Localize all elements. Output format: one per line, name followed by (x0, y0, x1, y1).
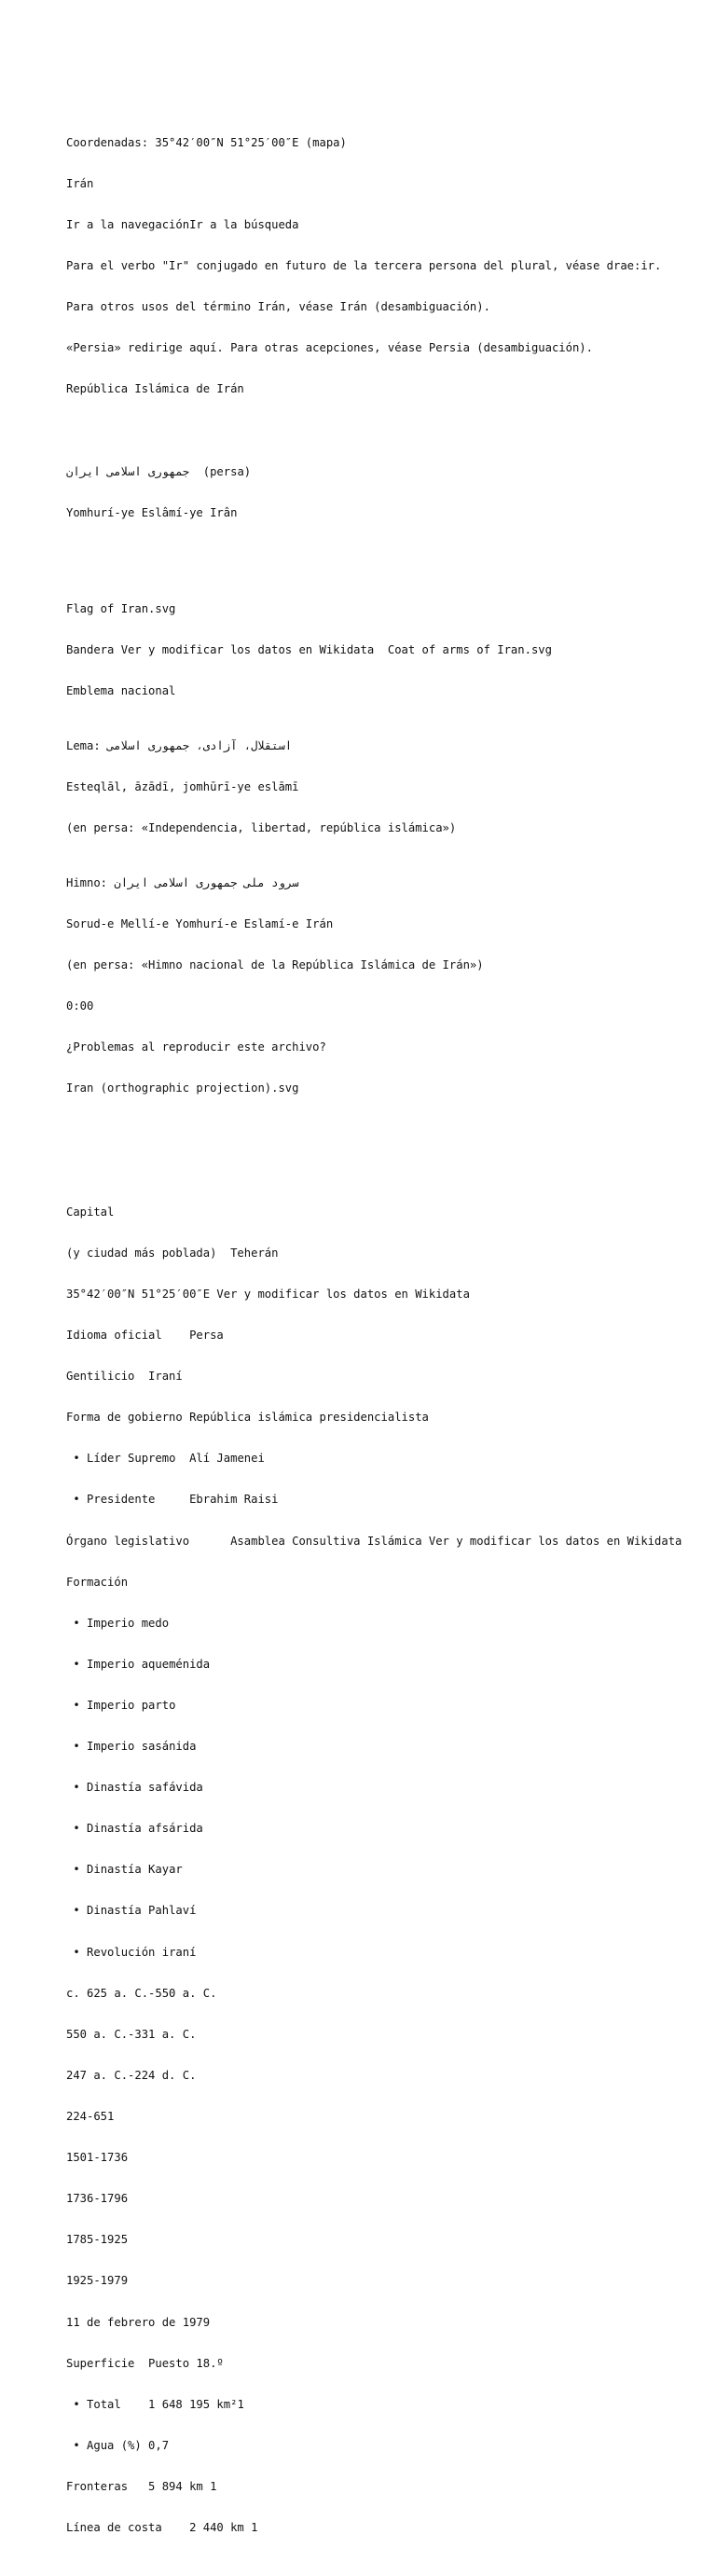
anthem-translation: (en persa: «Himno nacional de la República Islámica de Irán») (66, 957, 484, 971)
date-range: 247 a. C.-224 d. C. (66, 2068, 197, 2082)
anthem-label: Himno: (66, 875, 115, 889)
president: • Presidente Ebrahim Raisi (66, 1493, 279, 1507)
hatnote-disambiguation: Para otros usos del término Irán, véase Irán (desambiguación). (66, 300, 490, 314)
motto-label: Lema: (66, 738, 108, 752)
persian-name-line (66, 465, 691, 479)
motto-persian: استقلال، آزادی، جمهوری اسلامی (107, 738, 293, 752)
date-range: 1501-1736 (66, 2151, 129, 2165)
official-language: Idioma oficial Persa (66, 1328, 224, 1342)
spacer (66, 547, 691, 561)
date-range: 11 de febrero de 1979 (66, 2315, 211, 2329)
motto-transliteration: Esteqlāl, āzādī, jomhūrī-ye eslāmī (66, 779, 299, 793)
capital-label: Capital (66, 1205, 115, 1219)
list-item: • Imperio sasánida (66, 1740, 197, 1754)
list-item: • Dinastía Pahlaví (66, 1904, 197, 1918)
list-item: • Dinastía Kayar (66, 1863, 183, 1877)
list-item: • Dinastía safávida (66, 1781, 203, 1795)
infobox-text (66, 1178, 691, 2562)
supreme-leader: • Líder Supremo Alí Jamenei (66, 1452, 265, 1466)
emblem-label: Emblema nacional (66, 683, 176, 697)
list-item: • Dinastía afsárida (66, 1822, 203, 1836)
persian-label: (persa) (189, 464, 252, 478)
article-title: Irán (66, 176, 94, 190)
anthem-transliteration: Sorud-e Mellí-e Yomhurí-e Eslamí-e Irán (66, 916, 334, 930)
borders: Fronteras 5 894 km 1 (66, 2480, 217, 2494)
capital-value: (y ciudad más poblada) Teherán (66, 1246, 279, 1260)
document-text (66, 81, 691, 2576)
flag-and-coat-of-arms[interactable]: Bandera Ver y modificar los datos en Wikidata Coat of arms of Iran.svg (66, 642, 552, 656)
capital-coordinates: 35°42′00″N 51°25′00″E Ver y modificar los datos en Wikidata (66, 1287, 470, 1301)
motto-line (66, 739, 691, 753)
spacer (66, 1123, 691, 1136)
flag-file[interactable]: Flag of Iran.svg (66, 601, 176, 615)
map-file[interactable]: Iran (orthographic projection).svg (66, 1081, 299, 1095)
motto-translation: (en persa: «Independencia, libertad, república islámica») (66, 820, 457, 834)
government-form: Forma de gobierno República islámica presidencialista (66, 1411, 429, 1425)
hatnote-verb: Para el verbo "Ir" conjugado en futuro de la tercera persona del plural, véase drae:ir. (66, 259, 662, 273)
persian-name: جمهوری اسلامی ایران (66, 464, 190, 478)
date-range: 1925-1979 (66, 2274, 129, 2288)
legislature: Órgano legislativo Asamblea Consultiva Islámica Ver y modificar los datos en Wikidata (66, 1534, 682, 1548)
date-range: 224-651 (66, 2110, 115, 2124)
date-range: c. 625 a. C.-550 a. C. (66, 1986, 217, 2000)
date-range: 1785-1925 (66, 2233, 129, 2247)
skip-links[interactable]: Ir a la navegaciónIr a la búsqueda (66, 218, 299, 232)
date-range: 550 a. C.-331 a. C. (66, 2027, 197, 2041)
transliteration: Yomhurí-ye Eslâmí-ye Irân (66, 505, 238, 519)
area-water: • Agua (%) 0,7 (66, 2438, 170, 2452)
audio-help-link[interactable]: ¿Problemas al reproducir este archivo? (66, 1040, 326, 1054)
official-name: República Islámica de Irán (66, 382, 244, 396)
anthem-line (66, 876, 691, 890)
audio-time[interactable]: 0:00 (66, 999, 94, 1013)
date-range: 1736-1796 (66, 2192, 129, 2206)
list-item: • Imperio parto (66, 1698, 176, 1712)
area-total: • Total 1 648 195 km²1 (66, 2397, 244, 2411)
anthem-persian: سرود ملی جمهوری اسلامی ایران (114, 875, 299, 889)
demonym: Gentilicio Iraní (66, 1370, 183, 1384)
coordinates-line: Coordenadas: 35°42′00″N 51°25′00″E (mapa) (66, 135, 347, 149)
list-item: • Imperio aqueménida (66, 1657, 211, 1671)
list-item: • Revolución iraní (66, 1945, 197, 1959)
list-item: • Imperio medo (66, 1616, 170, 1630)
intro-block (66, 108, 691, 423)
formation-label: Formación (66, 1575, 129, 1589)
area-rank: Superficie Puesto 18.º (66, 2356, 224, 2370)
hatnote-persia: «Persia» redirige aquí. Para otras acepciones, véase Persia (desambiguación). (66, 341, 593, 355)
coastline: Línea de costa 2 440 km 1 (66, 2521, 258, 2535)
